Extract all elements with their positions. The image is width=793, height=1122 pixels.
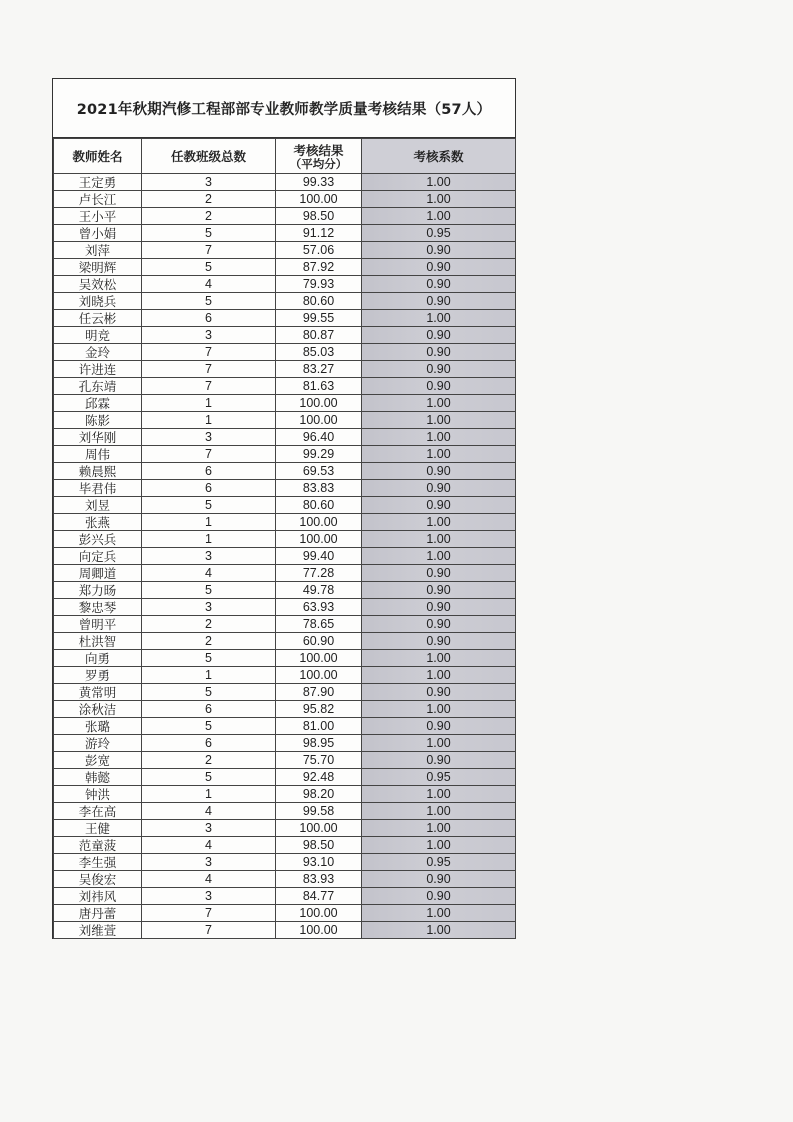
score-cell: 49.78 <box>276 582 362 599</box>
score-cell: 100.00 <box>276 820 362 837</box>
teacher-name-cell: 黎忠琴 <box>54 599 142 616</box>
class-count-cell: 1 <box>142 514 276 531</box>
table-row <box>54 922 516 939</box>
score-cell: 98.20 <box>276 786 362 803</box>
teacher-name-cell: 刘晓兵 <box>54 293 142 310</box>
teacher-name-cell: 明竞 <box>54 327 142 344</box>
table-row <box>54 378 516 395</box>
class-count-cell: 1 <box>142 786 276 803</box>
teacher-name-cell: 郑力旸 <box>54 582 142 599</box>
coefficient-cell: 1.00 <box>362 837 516 854</box>
class-count-cell: 5 <box>142 684 276 701</box>
teacher-name-cell: 刘祎风 <box>54 888 142 905</box>
table-row <box>54 174 516 191</box>
teacher-name-cell: 周伟 <box>54 446 142 463</box>
table-row <box>54 905 516 922</box>
score-cell: 60.90 <box>276 633 362 650</box>
coefficient-cell: 1.00 <box>362 905 516 922</box>
teacher-name-cell: 黄常明 <box>54 684 142 701</box>
coefficient-cell: 1.00 <box>362 922 516 939</box>
class-count-cell: 4 <box>142 803 276 820</box>
score-cell: 96.40 <box>276 429 362 446</box>
teacher-name-cell: 张璐 <box>54 718 142 735</box>
table-row <box>54 344 516 361</box>
teacher-name-cell: 张燕 <box>54 514 142 531</box>
class-count-cell: 7 <box>142 446 276 463</box>
score-cell: 84.77 <box>276 888 362 905</box>
table-row <box>54 191 516 208</box>
coefficient-cell: 0.90 <box>362 242 516 259</box>
header-result <box>276 139 362 174</box>
coefficient-cell: 0.95 <box>362 225 516 242</box>
teacher-name-cell: 许进连 <box>54 361 142 378</box>
score-cell: 78.65 <box>276 616 362 633</box>
score-cell: 100.00 <box>276 514 362 531</box>
teacher-name-cell: 陈影 <box>54 412 142 429</box>
teacher-name-cell: 游玲 <box>54 735 142 752</box>
table-row <box>54 650 516 667</box>
table-row <box>54 871 516 888</box>
class-count-cell: 3 <box>142 599 276 616</box>
class-count-cell: 3 <box>142 548 276 565</box>
score-cell: 57.06 <box>276 242 362 259</box>
class-count-cell: 3 <box>142 888 276 905</box>
class-count-cell: 5 <box>142 225 276 242</box>
class-count-cell: 7 <box>142 344 276 361</box>
table-row <box>54 769 516 786</box>
class-count-cell: 3 <box>142 174 276 191</box>
class-count-cell: 1 <box>142 667 276 684</box>
class-count-cell: 2 <box>142 191 276 208</box>
score-cell: 100.00 <box>276 412 362 429</box>
coefficient-cell: 0.95 <box>362 854 516 871</box>
teacher-name-cell: 曾小娟 <box>54 225 142 242</box>
class-count-cell: 6 <box>142 480 276 497</box>
table-row <box>54 480 516 497</box>
coefficient-cell: 0.90 <box>362 259 516 276</box>
coefficient-cell: 0.90 <box>362 463 516 480</box>
score-cell: 99.40 <box>276 548 362 565</box>
table-row <box>54 582 516 599</box>
table-row <box>54 565 516 582</box>
class-count-cell: 7 <box>142 378 276 395</box>
coefficient-cell: 1.00 <box>362 548 516 565</box>
score-cell: 93.10 <box>276 854 362 871</box>
class-count-cell: 4 <box>142 276 276 293</box>
table-row <box>54 259 516 276</box>
class-count-cell: 1 <box>142 395 276 412</box>
score-cell: 98.50 <box>276 837 362 854</box>
score-cell: 100.00 <box>276 667 362 684</box>
score-cell: 83.93 <box>276 871 362 888</box>
table-row <box>54 310 516 327</box>
score-cell: 81.63 <box>276 378 362 395</box>
coefficient-cell: 0.90 <box>362 565 516 582</box>
coefficient-cell: 0.90 <box>362 327 516 344</box>
table-row <box>54 514 516 531</box>
class-count-cell: 6 <box>142 463 276 480</box>
coefficient-cell: 0.95 <box>362 769 516 786</box>
teacher-name-cell: 罗勇 <box>54 667 142 684</box>
coefficient-cell: 0.90 <box>362 378 516 395</box>
teacher-name-cell: 邱霖 <box>54 395 142 412</box>
score-cell: 77.28 <box>276 565 362 582</box>
class-count-cell: 5 <box>142 582 276 599</box>
score-cell: 85.03 <box>276 344 362 361</box>
coefficient-cell: 1.00 <box>362 786 516 803</box>
teacher-name-cell: 吴俊宏 <box>54 871 142 888</box>
teacher-name-cell: 刘华刚 <box>54 429 142 446</box>
score-cell: 83.83 <box>276 480 362 497</box>
score-cell: 100.00 <box>276 395 362 412</box>
coefficient-cell: 1.00 <box>362 174 516 191</box>
teacher-name-cell: 周卿道 <box>54 565 142 582</box>
score-cell: 87.92 <box>276 259 362 276</box>
coefficient-cell: 0.90 <box>362 276 516 293</box>
teacher-name-cell: 任云彬 <box>54 310 142 327</box>
score-cell: 100.00 <box>276 650 362 667</box>
table-row <box>54 395 516 412</box>
coefficient-cell: 1.00 <box>362 429 516 446</box>
coefficient-cell: 1.00 <box>362 735 516 752</box>
teacher-name-cell: 唐丹蕾 <box>54 905 142 922</box>
score-cell: 83.27 <box>276 361 362 378</box>
teacher-name-cell: 刘维萱 <box>54 922 142 939</box>
class-count-cell: 7 <box>142 361 276 378</box>
teacher-name-cell: 范童菠 <box>54 837 142 854</box>
class-count-cell: 5 <box>142 650 276 667</box>
table-row <box>54 633 516 650</box>
teacher-name-cell: 韩懿 <box>54 769 142 786</box>
class-count-cell: 3 <box>142 327 276 344</box>
teacher-name-cell: 孔东靖 <box>54 378 142 395</box>
coefficient-cell: 1.00 <box>362 412 516 429</box>
header-result-label: 考核结果 <box>293 142 344 158</box>
class-count-cell: 6 <box>142 310 276 327</box>
coefficient-cell: 0.90 <box>362 480 516 497</box>
score-cell: 63.93 <box>276 599 362 616</box>
class-count-cell: 3 <box>142 820 276 837</box>
score-cell: 80.87 <box>276 327 362 344</box>
header-class-count: 任教班级总数 <box>142 139 276 174</box>
coefficient-cell: 1.00 <box>362 803 516 820</box>
class-count-cell: 7 <box>142 905 276 922</box>
table-row <box>54 242 516 259</box>
teacher-name-cell: 向勇 <box>54 650 142 667</box>
coefficient-cell: 1.00 <box>362 514 516 531</box>
score-cell: 99.29 <box>276 446 362 463</box>
teacher-name-cell: 梁明辉 <box>54 259 142 276</box>
class-count-cell: 3 <box>142 854 276 871</box>
coefficient-cell: 1.00 <box>362 531 516 548</box>
teacher-name-cell: 李在高 <box>54 803 142 820</box>
coefficient-cell: 0.90 <box>362 361 516 378</box>
page-title: 2021年秋期汽修工程部部专业教师教学质量考核结果（57人） <box>53 79 515 138</box>
coefficient-cell: 1.00 <box>362 191 516 208</box>
coefficient-cell: 1.00 <box>362 667 516 684</box>
table-row <box>54 531 516 548</box>
class-count-cell: 2 <box>142 208 276 225</box>
coefficient-cell: 1.00 <box>362 446 516 463</box>
coefficient-cell: 1.00 <box>362 650 516 667</box>
table-row <box>54 718 516 735</box>
assessment-table <box>53 138 516 939</box>
coefficient-cell: 0.90 <box>362 752 516 769</box>
score-cell: 75.70 <box>276 752 362 769</box>
table-row <box>54 276 516 293</box>
table-row <box>54 616 516 633</box>
table-row <box>54 701 516 718</box>
class-count-cell: 5 <box>142 497 276 514</box>
table-row <box>54 497 516 514</box>
class-count-cell: 1 <box>142 531 276 548</box>
score-cell: 87.90 <box>276 684 362 701</box>
score-cell: 79.93 <box>276 276 362 293</box>
table-row <box>54 327 516 344</box>
assessment-sheet <box>52 78 516 939</box>
coefficient-cell: 0.90 <box>362 871 516 888</box>
table-row <box>54 208 516 225</box>
score-cell: 69.53 <box>276 463 362 480</box>
coefficient-cell: 0.90 <box>362 344 516 361</box>
table-row <box>54 803 516 820</box>
teacher-name-cell: 吴效松 <box>54 276 142 293</box>
score-cell: 92.48 <box>276 769 362 786</box>
teacher-name-cell: 卢长江 <box>54 191 142 208</box>
score-cell: 80.60 <box>276 497 362 514</box>
coefficient-cell: 0.90 <box>362 293 516 310</box>
coefficient-cell: 0.90 <box>362 582 516 599</box>
coefficient-cell: 1.00 <box>362 310 516 327</box>
score-cell: 98.50 <box>276 208 362 225</box>
score-cell: 95.82 <box>276 701 362 718</box>
coefficient-cell: 1.00 <box>362 208 516 225</box>
teacher-name-cell: 曾明平 <box>54 616 142 633</box>
table-row <box>54 888 516 905</box>
class-count-cell: 4 <box>142 565 276 582</box>
coefficient-cell: 1.00 <box>362 701 516 718</box>
teacher-name-cell: 彭兴兵 <box>54 531 142 548</box>
class-count-cell: 2 <box>142 752 276 769</box>
score-cell: 91.12 <box>276 225 362 242</box>
teacher-name-cell: 王定勇 <box>54 174 142 191</box>
teacher-name-cell: 彭宽 <box>54 752 142 769</box>
coefficient-cell: 0.90 <box>362 718 516 735</box>
teacher-name-cell: 王小平 <box>54 208 142 225</box>
table-row <box>54 752 516 769</box>
score-cell: 80.60 <box>276 293 362 310</box>
score-cell: 99.58 <box>276 803 362 820</box>
score-cell: 98.95 <box>276 735 362 752</box>
score-cell: 81.00 <box>276 718 362 735</box>
table-row <box>54 854 516 871</box>
table-body <box>54 174 516 939</box>
teacher-name-cell: 向定兵 <box>54 548 142 565</box>
teacher-name-cell: 李生强 <box>54 854 142 871</box>
teacher-name-cell: 钟洪 <box>54 786 142 803</box>
class-count-cell: 5 <box>142 293 276 310</box>
table-row <box>54 412 516 429</box>
table-row <box>54 684 516 701</box>
class-count-cell: 6 <box>142 701 276 718</box>
coefficient-cell: 0.90 <box>362 599 516 616</box>
table-row <box>54 429 516 446</box>
header-coefficient: 考核系数 <box>362 139 516 174</box>
class-count-cell: 5 <box>142 718 276 735</box>
table-row <box>54 735 516 752</box>
coefficient-cell: 0.90 <box>362 497 516 514</box>
table-row <box>54 837 516 854</box>
table-header-row <box>54 139 516 174</box>
teacher-name-cell: 杜洪智 <box>54 633 142 650</box>
class-count-cell: 2 <box>142 616 276 633</box>
teacher-name-cell: 王健 <box>54 820 142 837</box>
teacher-name-cell: 刘昱 <box>54 497 142 514</box>
table-row <box>54 599 516 616</box>
coefficient-cell: 0.90 <box>362 684 516 701</box>
teacher-name-cell: 金玲 <box>54 344 142 361</box>
score-cell: 100.00 <box>276 531 362 548</box>
class-count-cell: 4 <box>142 837 276 854</box>
header-teacher-name: 教师姓名 <box>54 139 142 174</box>
coefficient-cell: 0.90 <box>362 633 516 650</box>
class-count-cell: 1 <box>142 412 276 429</box>
coefficient-cell: 0.90 <box>362 616 516 633</box>
teacher-name-cell: 赖晨熙 <box>54 463 142 480</box>
table-row <box>54 820 516 837</box>
score-cell: 99.55 <box>276 310 362 327</box>
table-row <box>54 293 516 310</box>
class-count-cell: 7 <box>142 922 276 939</box>
class-count-cell: 6 <box>142 735 276 752</box>
table-row <box>54 463 516 480</box>
table-row <box>54 667 516 684</box>
class-count-cell: 5 <box>142 769 276 786</box>
score-cell: 100.00 <box>276 905 362 922</box>
coefficient-cell: 1.00 <box>362 820 516 837</box>
table-row <box>54 225 516 242</box>
teacher-name-cell: 涂秋洁 <box>54 701 142 718</box>
coefficient-cell: 0.90 <box>362 888 516 905</box>
class-count-cell: 5 <box>142 259 276 276</box>
score-cell: 100.00 <box>276 922 362 939</box>
teacher-name-cell: 刘萍 <box>54 242 142 259</box>
class-count-cell: 3 <box>142 429 276 446</box>
score-cell: 99.33 <box>276 174 362 191</box>
class-count-cell: 2 <box>142 633 276 650</box>
table-row <box>54 786 516 803</box>
coefficient-cell: 1.00 <box>362 395 516 412</box>
class-count-cell: 7 <box>142 242 276 259</box>
table-row <box>54 548 516 565</box>
class-count-cell: 4 <box>142 871 276 888</box>
table-row <box>54 446 516 463</box>
teacher-name-cell: 毕君伟 <box>54 480 142 497</box>
score-cell: 100.00 <box>276 191 362 208</box>
header-result-sub: （平均分） <box>289 156 348 171</box>
table-row <box>54 361 516 378</box>
